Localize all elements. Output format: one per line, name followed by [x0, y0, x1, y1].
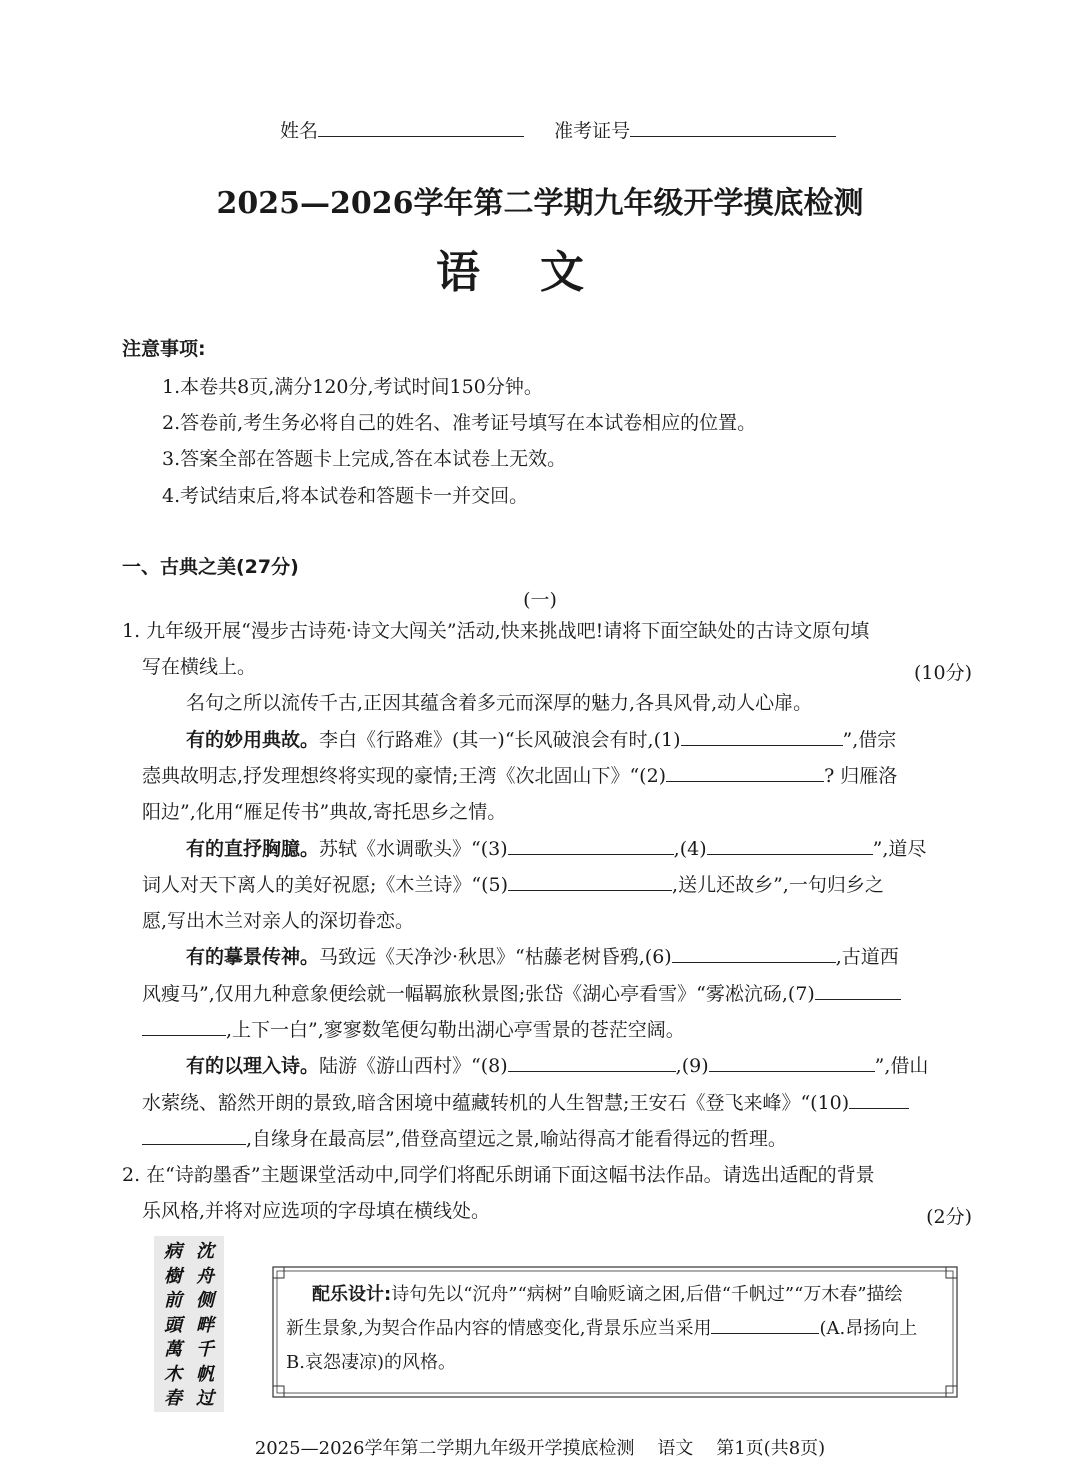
notice-item: 3.答案全部在答题卡上完成,答在本试卷上无效。 — [162, 448, 567, 470]
box-text-b: 新生景象,为契合作品内容的情感变化,背景乐应当采用 — [286, 1318, 712, 1339]
answer-blank-5[interactable] — [508, 889, 672, 891]
q2-stem-line2: 乐风格,并将对应选项的字母填在横线处。 — [142, 1200, 491, 1222]
box-line3: B.哀怨凄凉)的风格。 — [286, 1352, 456, 1373]
para1-text: 李白《行路难》(其一)“长风破浪会有时,(1) — [319, 729, 681, 751]
q1-points: (10分) — [913, 662, 972, 684]
answer-blank-9[interactable] — [709, 1070, 875, 1072]
q1-para4-line3 — [142, 1130, 787, 1149]
page-footer: 2025—2026学年第二学期九年级开学摸底检测 语文 第1页(共8页) — [254, 1438, 826, 1459]
box-line2 — [286, 1312, 948, 1346]
box-label: 配乐设计: — [312, 1284, 392, 1305]
box-text-a: 诗句先以“沉舟”“病树”自喻贬谪之困,后借“千帆过”“万木春”描绘 — [391, 1284, 903, 1305]
q1-para2-line3: 愿,写出木兰对亲人的深切眷恋。 — [142, 910, 415, 932]
name-blank[interactable] — [318, 135, 524, 137]
para2-text: 苏轼《水调歌头》“(3) — [319, 838, 508, 860]
q1-stem-line2: 写在横线上。 — [142, 656, 257, 678]
answer-blank-10-cont[interactable] — [142, 1143, 246, 1145]
calligraphy-col-left — [158, 1240, 188, 1412]
answer-blank-7-cont[interactable] — [142, 1034, 226, 1036]
answer-blank-7[interactable] — [815, 998, 901, 1000]
notice-item: 2.答卷前,考生务必将自己的姓名、准考证号填写在本试卷相应的位置。 — [162, 412, 757, 434]
calligraphy-artwork — [154, 1236, 224, 1412]
calligraphy-char: 木 — [164, 1363, 182, 1385]
para1-text: 悫典故明志,抒发理想终将实现的豪情;王湾《次北固山下》“(2) — [142, 765, 667, 787]
calligraphy-char: 过 — [196, 1388, 214, 1409]
calligraphy-char: 萬 — [164, 1339, 182, 1360]
calligraphy-char: 侧 — [196, 1290, 214, 1311]
q1-para3-line1 — [186, 948, 899, 967]
answer-blank-8[interactable] — [508, 1070, 676, 1072]
q1-stem-line1: 1. 九年级开展“漫步古诗苑·诗文大闯关”活动,快来挑战吧!请将下面空缺处的古诗文原句填 — [122, 620, 870, 642]
calligraphy-char: 樹 — [164, 1265, 182, 1287]
candidate-info-line — [280, 116, 836, 143]
para4-text: ”,借山 — [874, 1055, 929, 1077]
answer-blank-10[interactable] — [849, 1107, 909, 1109]
notice-item: 1.本卷共8页,满分120分,考试时间150分钟。 — [162, 376, 543, 398]
subject-text: 语文 — [436, 247, 644, 298]
para3-text: ,上下一白”,寥寥数笔便勾勒出湖心亭雪景的苍茫空阔。 — [226, 1019, 685, 1041]
notice-heading: 注意事项: — [122, 338, 206, 360]
calligraphy-char: 帆 — [196, 1363, 214, 1385]
calligraphy-char: 春 — [164, 1388, 182, 1409]
calligraphy-char: 畔 — [196, 1314, 214, 1336]
calligraphy-char: 前 — [164, 1290, 182, 1311]
calligraphy-char: 沈 — [196, 1241, 214, 1262]
q1-para3-line2 — [142, 985, 901, 1004]
notice-item: 4.考试结束后,将本试卷和答题卡一并交回。 — [162, 485, 529, 507]
para2-text: ,(4) — [673, 838, 707, 860]
calligraphy-col-right — [190, 1240, 220, 1412]
para4-text: 陆游《游山西村》“(8) — [319, 1055, 508, 1077]
exam-title: 2025—2026学年第二学期九年级开学摸底检测 — [216, 186, 864, 221]
answer-blank-1[interactable] — [681, 744, 843, 746]
para4-text: 水萦绕、豁然开朗的景致,暗含困境中蕴藏转机的人生智慧;王安石《登飞来峰》“(10) — [142, 1092, 850, 1114]
answer-blank-2[interactable] — [666, 780, 824, 782]
para2-text: 词人对天下离人的美好祝愿;《木兰诗》“(5) — [142, 874, 509, 896]
calligraphy-char: 舟 — [196, 1265, 214, 1287]
q2-points: (2分) — [926, 1206, 972, 1228]
q1-para1-line3: 阳边”,化用“雁足传书”典故,寄托思乡之情。 — [142, 801, 507, 823]
para1-lead: 有的妙用典故。 — [186, 729, 320, 751]
para2-text: ,送儿还故乡”,一句归乡之 — [672, 874, 884, 896]
para2-lead: 有的直抒胸臆。 — [186, 838, 320, 860]
q1-para3-line3 — [142, 1021, 685, 1040]
para3-text: 风瘦马”,仅用九种意象便绘就一幅羁旅秋景图;张岱《湖心亭看雪》“雾凇沆砀,(7) — [142, 983, 815, 1005]
answer-blank-6[interactable] — [672, 961, 836, 963]
para4-lead: 有的以理入诗。 — [186, 1055, 320, 1077]
box-text-c: (A.昂扬向上 — [819, 1318, 918, 1339]
para1-text: ”,借宗 — [842, 729, 897, 751]
q1-para1-line1 — [186, 731, 896, 750]
q1-para4-line2 — [142, 1094, 909, 1113]
para2-text: ”,道尽 — [872, 838, 927, 860]
answer-blank-4[interactable] — [707, 853, 873, 855]
answer-blank-3[interactable] — [508, 853, 674, 855]
music-design-box — [272, 1266, 958, 1398]
para4-text: ,自缘身在最高层”,借登高望远之景,喻站得高才能看得远的哲理。 — [246, 1128, 787, 1150]
subject-title — [0, 236, 1080, 300]
q1-para1-line2 — [142, 767, 897, 786]
box-line1 — [286, 1278, 948, 1312]
q1-intro: 名句之所以流传千古,正因其蕴含着多元而深厚的魅力,各具风骨,动人心扉。 — [186, 692, 813, 714]
calligraphy-char: 千 — [196, 1339, 214, 1360]
box-text — [286, 1278, 948, 1380]
answer-blank-q2[interactable] — [711, 1332, 819, 1334]
exam-id-blank[interactable] — [630, 135, 836, 137]
section-title: 一、古典之美(27分) — [122, 556, 299, 578]
para3-lead: 有的摹景传神。 — [186, 946, 320, 968]
exam-id-label: 准考证号 — [554, 120, 631, 142]
part-label: (一) — [523, 589, 557, 611]
calligraphy-char: 頭 — [164, 1314, 182, 1336]
para3-text: 马致远《天净沙·秋思》“枯藤老树昏鸦,(6) — [319, 946, 672, 968]
q2-stem-line1: 2. 在“诗韵墨香”主题课堂活动中,同学们将配乐朗诵下面这幅书法作品。请选出适配的背景 — [122, 1164, 875, 1186]
q1-para2-line2 — [142, 876, 884, 895]
q1-para4-line1 — [186, 1057, 928, 1076]
name-label: 姓名 — [280, 120, 319, 142]
para4-text: ,(9) — [675, 1055, 709, 1077]
para1-text: ? 归雁洛 — [824, 765, 898, 787]
para3-text: ,古道西 — [835, 946, 899, 968]
q1-para2-line1 — [186, 840, 926, 859]
calligraphy-char: 病 — [164, 1241, 182, 1262]
